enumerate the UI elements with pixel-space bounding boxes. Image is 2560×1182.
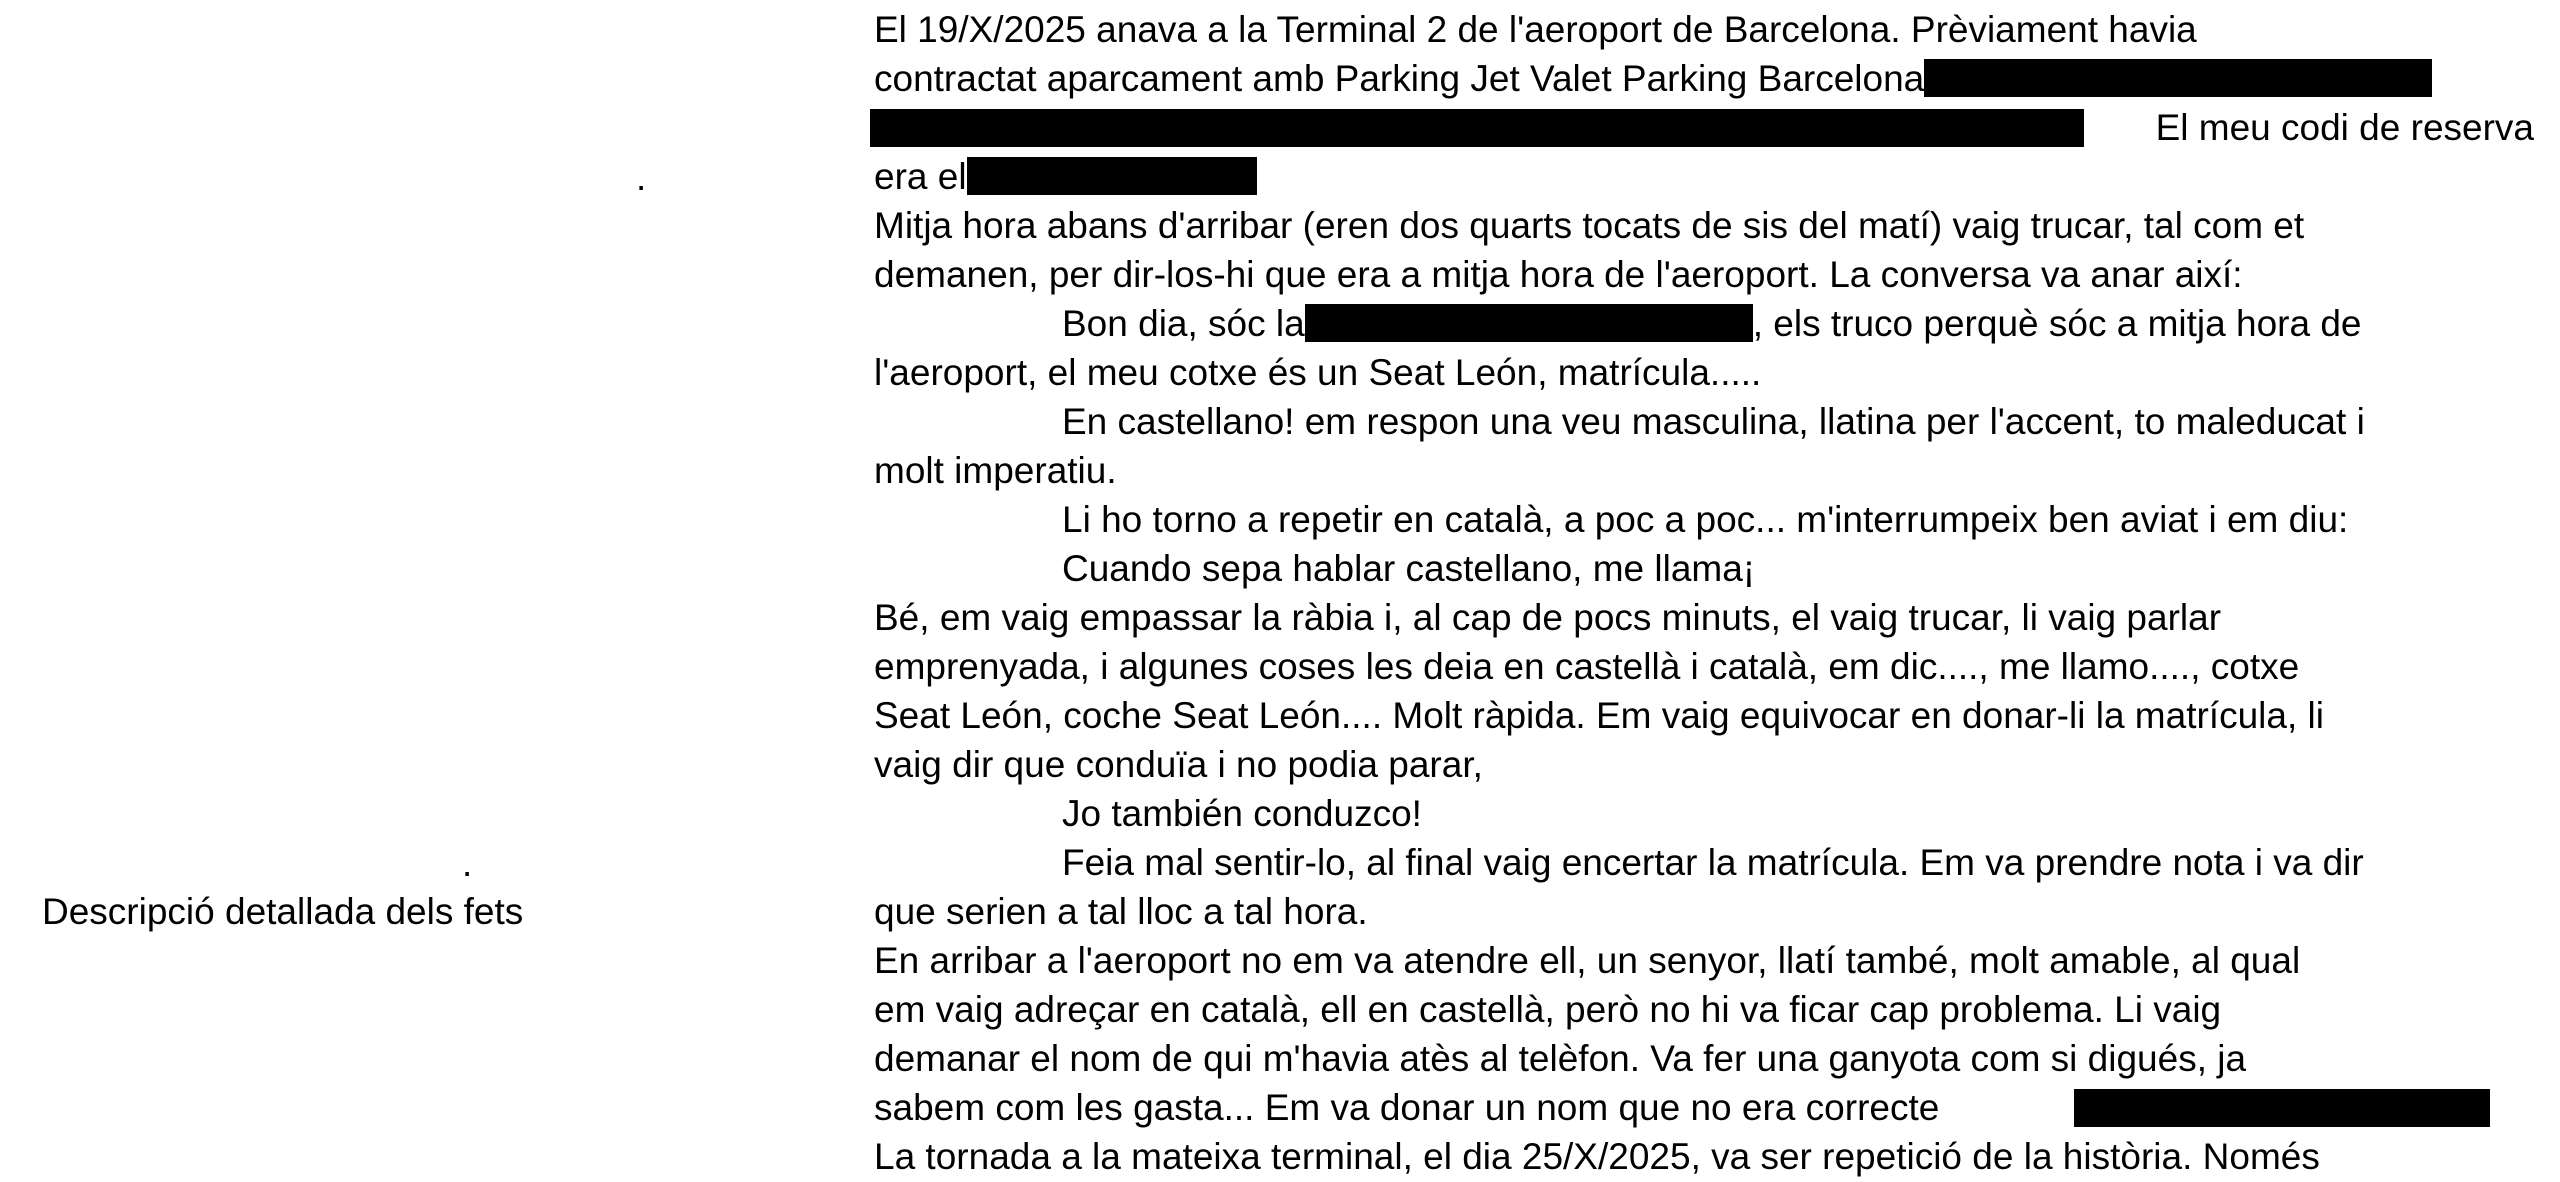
- text-line: La tornada a la mateixa terminal, el dia 25/X/2025, va ser repetició de la història. Només: [874, 1136, 2320, 1177]
- text-line: Seat León, coche Seat León.... Molt ràpida. Em vaig equivocar en donar-li la matrícula, li: [874, 695, 2324, 736]
- text-line: que serien a tal lloc a tal hora.: [874, 891, 1368, 932]
- text-line: demanen, per dir-los-hi que era a mitja hora de l'aeroport. La conversa va anar així:: [874, 254, 2243, 295]
- left-margin-dot: .: [462, 843, 473, 884]
- redaction-block: [2074, 1089, 2490, 1127]
- field-label-description: Descripció detallada dels fets: [42, 891, 524, 932]
- text-line: El 19/X/2025 anava a la Terminal 2 de l'aeroport de Barcelona. Prèviament havia: [874, 9, 2197, 50]
- redaction-block: [1924, 59, 2432, 97]
- text-line: Feia mal sentir-lo, al final vaig encertar la matrícula. Em va prendre nota i va dir: [1062, 842, 2364, 883]
- text-line: em vaig adreçar en català, ell en castellà, però no hi va ficar cap problema. Li vaig: [874, 989, 2222, 1030]
- text-line: l'aeroport, el meu cotxe és un Seat León, matrícula.....: [874, 352, 1762, 393]
- redaction-block: [1305, 304, 1753, 342]
- text-line: molt imperatiu.: [874, 450, 1117, 491]
- text-line: Bé, em vaig empassar la ràbia i, al cap de pocs minuts, el vaig trucar, li vaig parlar: [874, 597, 2222, 638]
- text-line: Li ho torno a repetir en català, a poc a poc... m'interrumpeix ben aviat i em diu:: [1062, 499, 2349, 540]
- text-line: era el: [874, 152, 2534, 201]
- text-line: vaig dir que conduïa i no podia parar,: [874, 744, 1483, 785]
- text-line: El meu codi de reserva: [874, 103, 2534, 152]
- left-margin-dot: .: [636, 157, 647, 198]
- redaction-block: [967, 157, 1257, 195]
- text-line: Bon dia, sóc la , els truco perquè sóc a mitja hora de: [1062, 303, 2362, 344]
- text-line: Jo también conduzco!: [1062, 793, 1422, 834]
- text-line: demanar el nom de qui m'havia atès al telèfon. Va fer una ganyota com si digués, ja: [874, 1038, 2247, 1079]
- text-line: contractat aparcament amb Parking Jet Valet Parking Barcelona: [874, 54, 2534, 103]
- text-line: emprenyada, i algunes coses les deia en castellà i català, em dic...., me llamo...., cotxe: [874, 646, 2300, 687]
- text-line: sabem com les gasta... Em va donar un nom que no era correcte: [874, 1083, 2534, 1132]
- text-line: Mitja hora abans d'arribar (eren dos quarts tocats de sis del matí) vaig trucar, tal com et: [874, 205, 2305, 246]
- redaction-block: [870, 109, 2084, 147]
- narrative-text: [874, 5, 2534, 1181]
- text-line: Cuando sepa hablar castellano, me llama¡: [1062, 548, 1756, 589]
- text-line: En arribar a l'aeroport no em va atendre ell, un senyor, llatí també, molt amable, al qual: [874, 940, 2301, 981]
- text-line: En castellano! em respon una veu masculina, llatina per l'accent, to maleducat i: [1062, 401, 2365, 442]
